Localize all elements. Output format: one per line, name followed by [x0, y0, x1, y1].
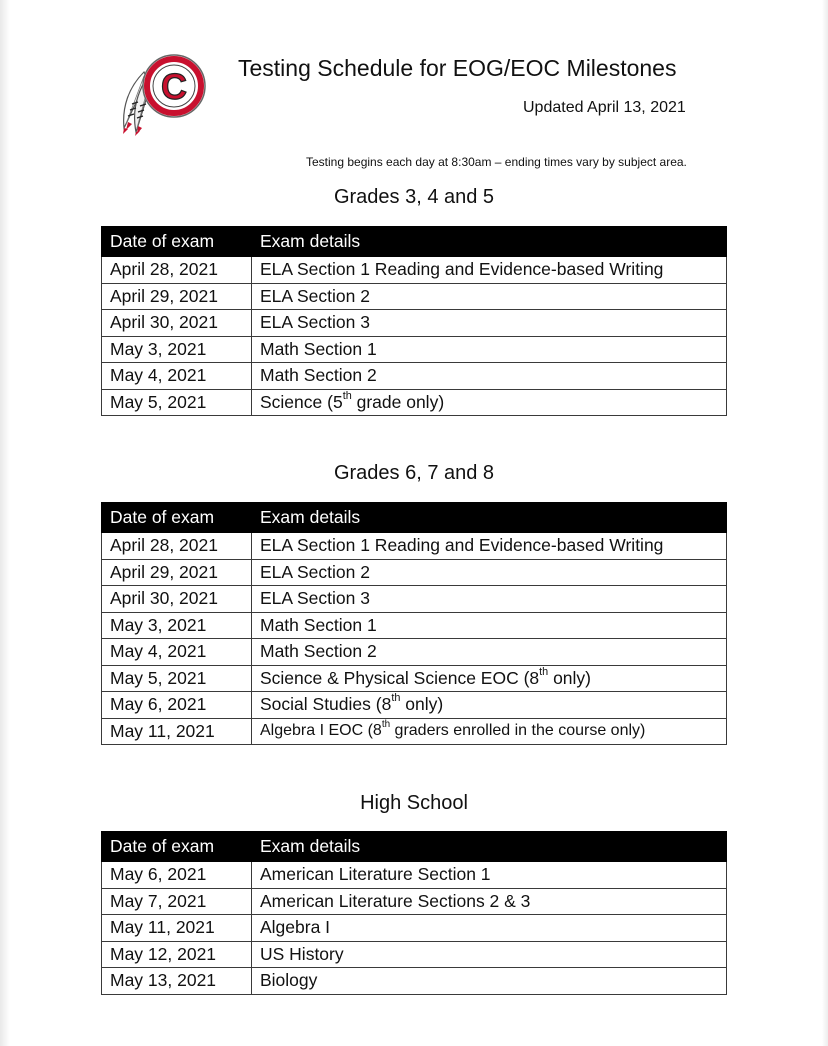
- exam-details: Math Section 2: [252, 639, 727, 666]
- exam-details: ELA Section 3: [252, 310, 727, 337]
- schedule-table-high-school: [101, 831, 727, 995]
- ordinal-suffix: th: [539, 665, 549, 678]
- table-header-row: [102, 227, 727, 257]
- table-row: [102, 692, 727, 719]
- exam-date: May 3, 2021: [102, 612, 252, 639]
- details-text: Algebra I EOC (8: [260, 722, 382, 740]
- exam-date: May 11, 2021: [102, 718, 252, 745]
- exam-details: ELA Section 1 Reading and Evidence-based Writing: [252, 257, 727, 284]
- details-text: Science & Physical Science EOC (8: [260, 667, 540, 688]
- exam-date: May 12, 2021: [102, 941, 252, 968]
- details-text: graders enrolled in the course only): [390, 722, 646, 740]
- table-row: [102, 639, 727, 666]
- section-title-high-school: High School: [360, 792, 468, 814]
- section-title-grades-3-5: Grades 3, 4 and 5: [333, 186, 495, 208]
- page-edge-shadow: [0, 0, 10, 1046]
- ordinal-suffix: th: [381, 718, 391, 730]
- table-row: [102, 310, 727, 337]
- exam-details: ELA Section 3: [252, 586, 727, 613]
- exam-date: May 11, 2021: [102, 915, 252, 942]
- exam-details: [252, 692, 727, 719]
- page-title: Testing Schedule for EOG/EOC Milestones: [238, 55, 677, 81]
- exam-date: May 4, 2021: [102, 363, 252, 390]
- table-row: [102, 941, 727, 968]
- table-row: [102, 888, 727, 915]
- schedule-table-grades-6-8: [101, 502, 727, 745]
- exam-details: ELA Section 2: [252, 283, 727, 310]
- exam-details: Algebra I: [252, 915, 727, 942]
- exam-details: US History: [252, 941, 727, 968]
- table-header-row: [102, 832, 727, 862]
- table-row: [102, 363, 727, 390]
- exam-details: [252, 665, 727, 692]
- details-text: only): [400, 694, 444, 715]
- exam-details: Math Section 2: [252, 363, 727, 390]
- exam-details: American Literature Section 1: [252, 862, 727, 889]
- updated-date: Updated April 13, 2021: [523, 99, 686, 116]
- table-row: [102, 862, 727, 889]
- exam-details: Biology: [252, 968, 727, 995]
- table-row: [102, 533, 727, 560]
- column-header-date: Date of exam: [102, 503, 252, 533]
- exam-date: May 3, 2021: [102, 336, 252, 363]
- exam-date: April 28, 2021: [102, 257, 252, 284]
- exam-details: ELA Section 1 Reading and Evidence-based Writing: [252, 533, 727, 560]
- logo-letter: C: [161, 66, 187, 107]
- table-row: [102, 718, 727, 745]
- column-header-details: Exam details: [252, 832, 727, 862]
- details-text: grade only): [351, 391, 445, 412]
- exam-date: May 6, 2021: [102, 692, 252, 719]
- exam-details: Math Section 1: [252, 336, 727, 363]
- exam-details: [252, 718, 727, 745]
- schedule-table-grades-3-5: [101, 226, 727, 416]
- ordinal-suffix: th: [391, 692, 401, 705]
- exam-date: May 5, 2021: [102, 665, 252, 692]
- exam-date: April 30, 2021: [102, 310, 252, 337]
- table-row: [102, 665, 727, 692]
- table-row: [102, 336, 727, 363]
- column-header-date: Date of exam: [102, 832, 252, 862]
- section-title-grades-6-8: Grades 6, 7 and 8: [333, 462, 495, 484]
- exam-details: Math Section 1: [252, 612, 727, 639]
- exam-date: May 4, 2021: [102, 639, 252, 666]
- table-row: [102, 559, 727, 586]
- exam-date: April 29, 2021: [102, 559, 252, 586]
- exam-details: [252, 389, 727, 416]
- table-row: [102, 968, 727, 995]
- exam-date: May 13, 2021: [102, 968, 252, 995]
- exam-date: May 6, 2021: [102, 862, 252, 889]
- details-text: Social Studies (8: [260, 694, 392, 715]
- column-header-details: Exam details: [252, 227, 727, 257]
- testing-note: Testing begins each day at 8:30am – ending times vary by subject area.: [306, 155, 687, 169]
- table-row: [102, 612, 727, 639]
- exam-date: April 28, 2021: [102, 533, 252, 560]
- school-logo: [114, 50, 214, 136]
- details-text: Science (5: [260, 391, 343, 412]
- column-header-details: Exam details: [252, 503, 727, 533]
- table-row: [102, 389, 727, 416]
- table-row: [102, 915, 727, 942]
- ordinal-suffix: th: [342, 389, 352, 402]
- table-row: [102, 586, 727, 613]
- table-header-row: [102, 503, 727, 533]
- details-text: only): [548, 667, 591, 688]
- table-row: [102, 257, 727, 284]
- exam-date: May 5, 2021: [102, 389, 252, 416]
- exam-date: April 30, 2021: [102, 586, 252, 613]
- exam-details: ELA Section 2: [252, 559, 727, 586]
- exam-date: May 7, 2021: [102, 888, 252, 915]
- exam-details: American Literature Sections 2 & 3: [252, 888, 727, 915]
- table-row: [102, 283, 727, 310]
- column-header-date: Date of exam: [102, 227, 252, 257]
- page-edge-shadow: [822, 0, 828, 1046]
- exam-date: April 29, 2021: [102, 283, 252, 310]
